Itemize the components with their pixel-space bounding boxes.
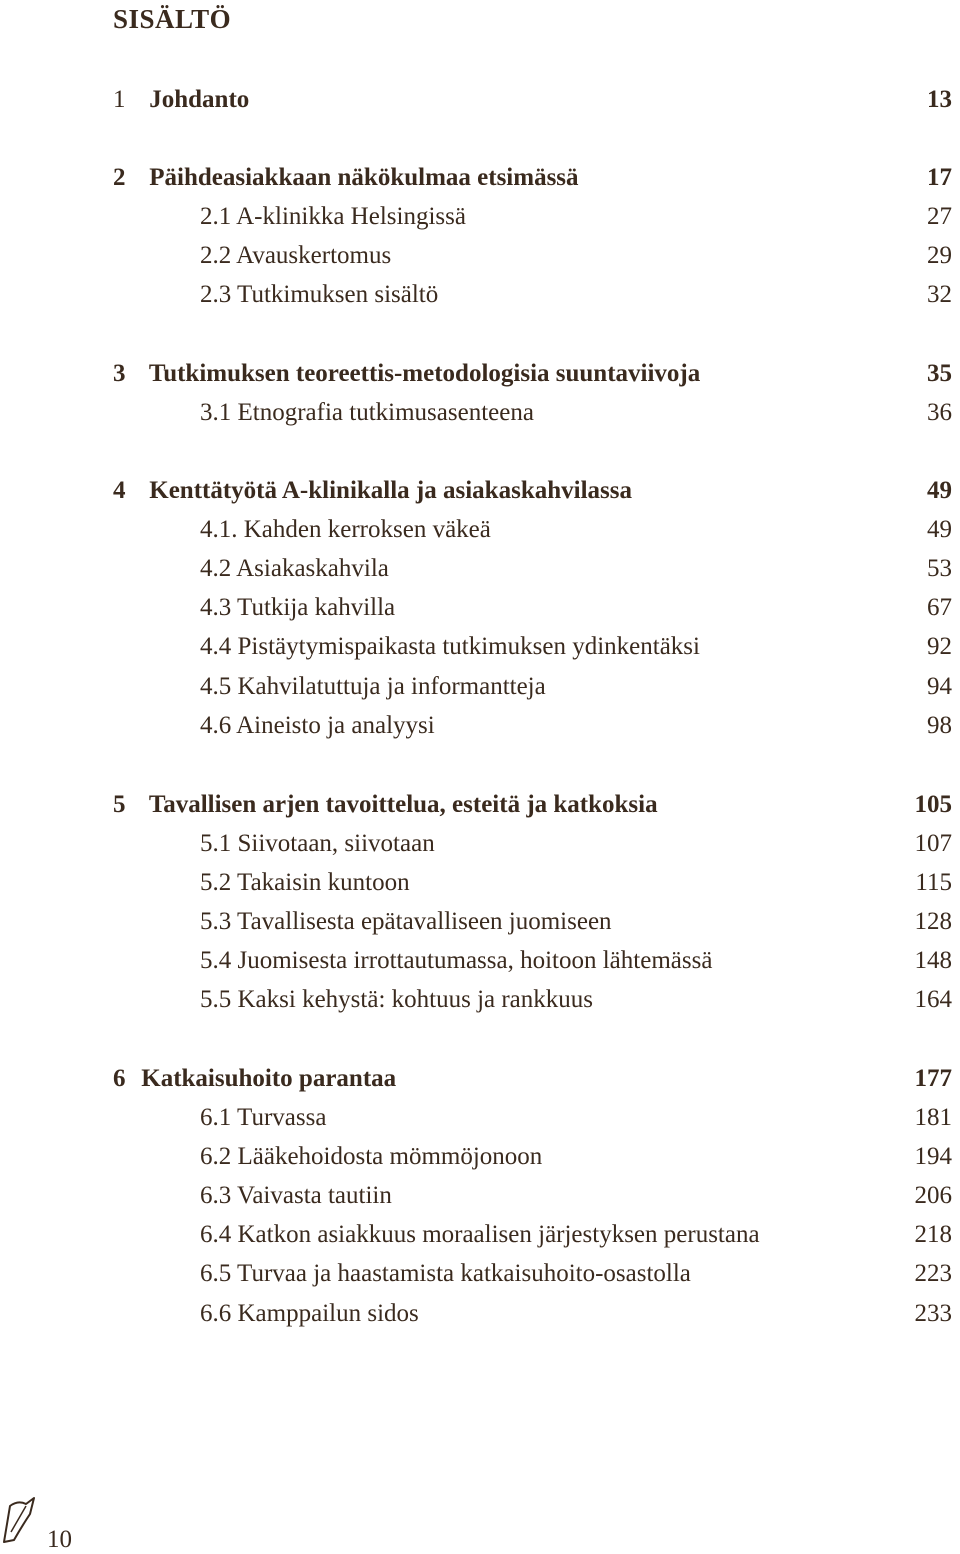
toc-section-title: 4.3 Tutkija kahvilla bbox=[200, 594, 396, 621]
toc-section-title: 2.2 Avauskertomus bbox=[200, 242, 392, 269]
toc-chapter-title: Tavallisen arjen tavoittelua, esteitä ja katkoksia bbox=[148, 791, 658, 818]
toc-page-number: 17 bbox=[927, 164, 952, 191]
toc-page-number: 107 bbox=[914, 830, 952, 857]
toc-section-title: 6.4 Katkon asiakkuus moraalisen järjestyksen perustana bbox=[200, 1221, 760, 1248]
toc-page-number: 105 bbox=[914, 791, 952, 818]
toc-page-number: 29 bbox=[927, 242, 952, 269]
toc-page-number: 94 bbox=[927, 673, 952, 700]
toc-section-title: 5.2 Takaisin kuntoon bbox=[200, 869, 410, 896]
toc-page-number: 223 bbox=[914, 1260, 952, 1287]
toc-section-title: 5.3 Tavallisesta epätavalliseen juomiseen bbox=[200, 908, 612, 935]
toc-section-6-6[interactable] bbox=[200, 1296, 952, 1332]
toc-section-title: 6.3 Vaivasta tautiin bbox=[200, 1182, 392, 1209]
toc-section-5-5[interactable] bbox=[200, 982, 952, 1018]
toc-section-2-2[interactable] bbox=[200, 238, 952, 274]
toc-chapter-title: Kenttätyötä A-klinikalla ja asiakaskahvilassa bbox=[149, 477, 632, 504]
toc-section-6-3[interactable] bbox=[200, 1178, 952, 1214]
toc-page-number: 233 bbox=[914, 1300, 952, 1327]
toc-section-title: 4.4 Pistäytymispaikasta tutkimuksen ydinkentäksi bbox=[200, 633, 700, 660]
toc-page-number: 13 bbox=[927, 86, 952, 113]
toc-section-title: 4.1. Kahden kerroksen väkeä bbox=[200, 516, 491, 543]
toc-section-title: 6.2 Lääkehoidosta mömmöjonoon bbox=[200, 1143, 543, 1170]
toc-page-number: 49 bbox=[927, 516, 952, 543]
toc-section-title: 6.5 Turvaa ja haastamista katkaisuhoito-osastolla bbox=[200, 1260, 691, 1287]
page-number: 10 bbox=[47, 1526, 72, 1553]
toc-section-4-2[interactable] bbox=[200, 551, 952, 587]
toc-page-number: 128 bbox=[914, 908, 952, 935]
toc-section-title: 3.1 Etnografia tutkimusasenteena bbox=[200, 399, 534, 426]
toc-page-number: 49 bbox=[927, 477, 952, 504]
toc-chapter-4[interactable] bbox=[113, 473, 952, 509]
toc-section-title: 4.2 Asiakaskahvila bbox=[200, 555, 389, 582]
toc-chapter-title: Katkaisuhoito parantaa bbox=[141, 1065, 397, 1092]
toc-chapter-title: Päihdeasiakkaan näkökulmaa etsimässä bbox=[149, 164, 579, 191]
toc-section-title: 5.1 Siivotaan, siivotaan bbox=[200, 830, 435, 857]
toc-section-6-2[interactable] bbox=[200, 1139, 952, 1175]
toc-section-2-1[interactable] bbox=[200, 199, 952, 235]
toc-section-title: 4.6 Aineisto ja analyysi bbox=[200, 712, 435, 739]
toc-page-number: 177 bbox=[914, 1065, 952, 1092]
toc-chapter-number: 2 bbox=[113, 164, 126, 191]
publisher-logo-icon bbox=[0, 1496, 40, 1546]
toc-page-number: 36 bbox=[927, 399, 952, 426]
toc-section-5-1[interactable] bbox=[200, 826, 952, 862]
toc-chapter-number: 1 bbox=[113, 86, 126, 113]
toc-section-5-3[interactable] bbox=[200, 904, 952, 940]
toc-page-number: 92 bbox=[927, 633, 952, 660]
toc-section-6-5[interactable] bbox=[200, 1256, 952, 1292]
toc-page-number: 148 bbox=[914, 947, 952, 974]
toc-section-title: 2.1 A-klinikka Helsingissä bbox=[200, 203, 466, 230]
toc-chapter-3[interactable] bbox=[113, 356, 952, 392]
toc-chapter-6[interactable] bbox=[113, 1061, 952, 1097]
toc-chapter-number: 3 bbox=[113, 360, 126, 387]
toc-chapter-number: 6 bbox=[113, 1065, 126, 1092]
toc-page-number: 98 bbox=[927, 712, 952, 739]
toc-section-5-2[interactable] bbox=[200, 865, 952, 901]
toc-page-number: 27 bbox=[927, 203, 952, 230]
toc-chapter-2[interactable] bbox=[113, 160, 952, 196]
toc-section-6-4[interactable] bbox=[200, 1217, 952, 1253]
toc-section-2-3[interactable] bbox=[200, 277, 952, 313]
toc-section-4-3[interactable] bbox=[200, 590, 952, 626]
toc-section-title: 6.6 Kamppailun sidos bbox=[200, 1300, 419, 1327]
toc-section-6-1[interactable] bbox=[200, 1100, 952, 1136]
toc-page-number: 35 bbox=[927, 360, 952, 387]
toc-chapter-number: 5 bbox=[113, 791, 126, 818]
toc-page-number: 218 bbox=[914, 1221, 952, 1248]
toc-chapter-title: Tutkimuksen teoreettis-metodologisia suuntaviivoja bbox=[148, 360, 701, 387]
toc-page-number: 67 bbox=[927, 594, 952, 621]
toc-section-3-1[interactable] bbox=[200, 395, 952, 431]
toc-chapter-1[interactable] bbox=[113, 82, 952, 118]
toc-section-title: 5.4 Juomisesta irrottautumassa, hoitoon lähtemässä bbox=[200, 947, 713, 974]
toc-page-number: 206 bbox=[914, 1182, 952, 1209]
toc-section-title: 4.5 Kahvilatuttuja ja informantteja bbox=[200, 673, 546, 700]
toc-page-number: 194 bbox=[914, 1143, 952, 1170]
toc-chapter-title: Johdanto bbox=[149, 86, 250, 113]
toc-section-4-4[interactable] bbox=[200, 629, 952, 665]
toc-section-4-6[interactable] bbox=[200, 708, 952, 744]
toc-section-title: 5.5 Kaksi kehystä: kohtuus ja rankkuus bbox=[200, 986, 594, 1013]
toc-section-4-1[interactable] bbox=[200, 512, 952, 548]
page-title: SISÄLTÖ bbox=[113, 4, 232, 34]
toc-page-number: 53 bbox=[927, 555, 952, 582]
toc-chapter-number: 4 bbox=[113, 477, 126, 504]
toc-section-title: 6.1 Turvassa bbox=[200, 1104, 327, 1131]
toc-page-number: 32 bbox=[927, 281, 952, 308]
toc-section-4-5[interactable] bbox=[200, 669, 952, 705]
toc-page-number: 115 bbox=[915, 869, 952, 896]
toc-section-5-4[interactable] bbox=[200, 943, 952, 979]
toc-chapter-5[interactable] bbox=[113, 787, 952, 823]
toc-page-number: 164 bbox=[914, 986, 952, 1013]
toc-section-title: 2.3 Tutkimuksen sisältö bbox=[200, 281, 439, 308]
toc-page-number: 181 bbox=[914, 1104, 952, 1131]
